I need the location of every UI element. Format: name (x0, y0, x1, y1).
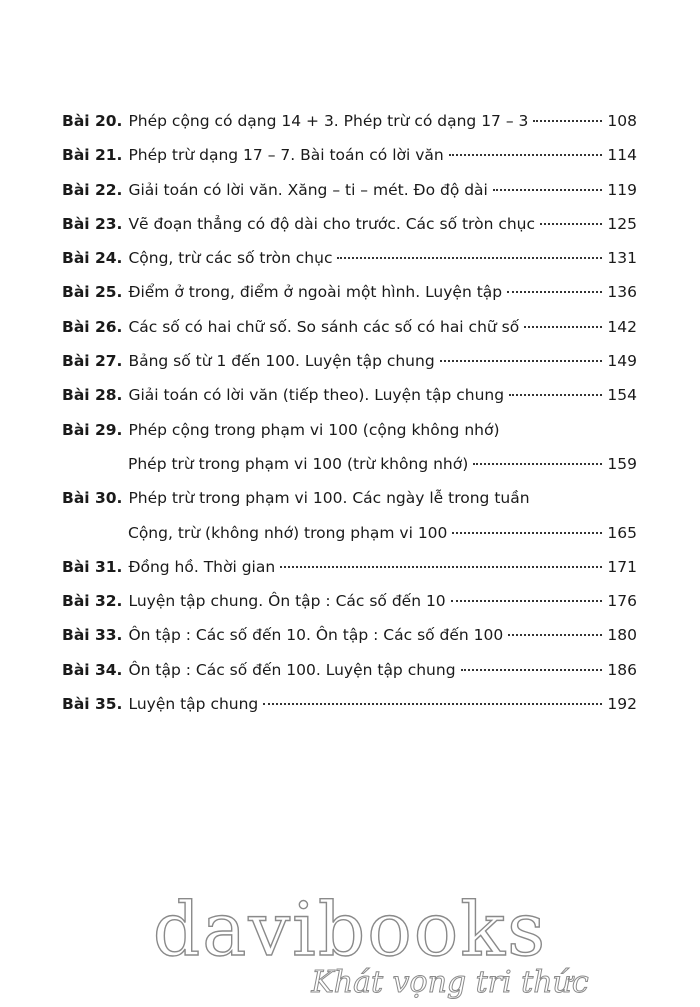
dot-leader (280, 566, 602, 568)
lesson-title: Luyện tập chung (128, 695, 259, 714)
toc-entry-32 (62, 584, 637, 618)
dot-leader (473, 463, 602, 465)
lesson-title-continuation: Cộng, trừ (không nhớ) trong phạm vi 100 (128, 523, 448, 542)
lesson-title: Bảng số từ 1 đến 100. Luyện tập chung (128, 352, 435, 371)
toc-entry-27 (62, 344, 637, 378)
page-number: 108 (607, 112, 637, 130)
watermark-brand: davibooks (152, 887, 548, 973)
page-number: 142 (607, 317, 637, 336)
dot-leader (540, 223, 602, 225)
dot-leader (451, 600, 603, 602)
lesson-title: Ôn tập : Các số đến 100. Luyện tập chung (128, 660, 456, 679)
lesson-title: Điểm ở trong, điểm ở ngoài một hình. Luyện tập (128, 283, 503, 302)
lesson-number: Bài 28. (62, 386, 123, 405)
lesson-number: Bài 29. (62, 420, 123, 439)
lesson-title: Phép trừ trong phạm vi 100. Các ngày lễ trong tuần (128, 489, 530, 508)
dot-leader (263, 703, 602, 705)
toc-entry-30-continuation (62, 516, 637, 550)
dot-leader (337, 257, 602, 259)
toc-entry-24 (62, 241, 637, 275)
lesson-title: Vẽ đoạn thẳng có độ dài cho trước. Các số tròn chục (128, 214, 536, 233)
lesson-title: Giải toán có lời văn. Xăng – ti – mét. Đo độ dài (128, 180, 488, 199)
lesson-title: Phép cộng có dạng 14 + 3. Phép trừ có dạng 17 – 3 (128, 112, 529, 130)
lesson-title: Ôn tập : Các số đến 10. Ôn tập : Các số đến 100 (128, 626, 504, 645)
lesson-title: Luyện tập chung. Ôn tập : Các số đến 10 (128, 592, 446, 611)
page-number: 154 (607, 386, 637, 405)
lesson-title: Phép cộng trong phạm vi 100 (cộng không nhớ) (128, 420, 500, 439)
toc-entry-28 (62, 378, 637, 412)
lesson-number: Bài 31. (62, 557, 123, 576)
page-number: 180 (607, 626, 637, 645)
lesson-number: Bài 32. (62, 592, 123, 611)
page-number: 165 (607, 523, 637, 542)
toc-entry-25 (62, 275, 637, 309)
lesson-number: Bài 26. (62, 317, 123, 336)
toc-entry-20 (62, 104, 637, 138)
lesson-number: Bài 22. (62, 180, 123, 199)
page-number: 131 (607, 249, 637, 268)
dot-leader (507, 291, 602, 293)
toc-entry-21 (62, 138, 637, 172)
toc-entry-26 (62, 310, 637, 344)
lesson-title-continuation: Phép trừ trong phạm vi 100 (trừ không nhớ) (128, 454, 469, 473)
page-number: 149 (607, 352, 637, 371)
lesson-number: Bài 25. (62, 283, 123, 302)
lesson-number: Bài 30. (62, 489, 123, 508)
dot-leader (524, 326, 602, 328)
page-number: 186 (607, 660, 637, 679)
page-number: 171 (607, 557, 637, 576)
toc-entry-33 (62, 618, 637, 652)
dot-leader (449, 154, 603, 156)
lesson-number: Bài 24. (62, 249, 123, 268)
toc-entry-23 (62, 207, 637, 241)
page-number: 114 (607, 146, 637, 165)
toc-entry-34 (62, 653, 637, 687)
lesson-title: Cộng, trừ các số tròn chục (128, 249, 333, 268)
dot-leader (508, 634, 602, 636)
page-number: 136 (607, 283, 637, 302)
lesson-title: Phép trừ dạng 17 – 7. Bài toán có lời văn (128, 146, 444, 165)
page-number: 159 (607, 454, 637, 473)
page-number: 176 (607, 592, 637, 611)
table-of-contents (62, 104, 637, 721)
lesson-title: Đồng hồ. Thời gian (128, 557, 276, 576)
lesson-number: Bài 33. (62, 626, 123, 645)
dot-leader (440, 360, 603, 362)
toc-entry-35 (62, 687, 637, 721)
toc-entry-30 (62, 481, 637, 515)
dot-leader (509, 394, 602, 396)
lesson-number: Bài 27. (62, 352, 123, 371)
dot-leader (452, 532, 602, 534)
dot-leader (533, 120, 602, 122)
dot-leader (493, 189, 603, 191)
page-number: 192 (607, 695, 637, 714)
lesson-number: Bài 23. (62, 214, 123, 233)
dot-leader (461, 669, 603, 671)
toc-entry-29 (62, 413, 637, 447)
lesson-number: Bài 21. (62, 146, 123, 165)
page-number: 119 (607, 180, 637, 199)
lesson-number: Bài 34. (62, 660, 123, 679)
toc-entry-29-continuation (62, 447, 637, 481)
watermark-tagline: Khát vọng tri thức (311, 965, 589, 1000)
toc-entry-31 (62, 550, 637, 584)
lesson-title: Các số có hai chữ số. So sánh các số có hai chữ số (128, 317, 520, 336)
lesson-number: Bài 20. (62, 112, 123, 130)
lesson-title: Giải toán có lời văn (tiếp theo). Luyện tập chung (128, 386, 505, 405)
page-number: 125 (607, 214, 637, 233)
toc-entry-22 (62, 173, 637, 207)
lesson-number: Bài 35. (62, 695, 123, 714)
